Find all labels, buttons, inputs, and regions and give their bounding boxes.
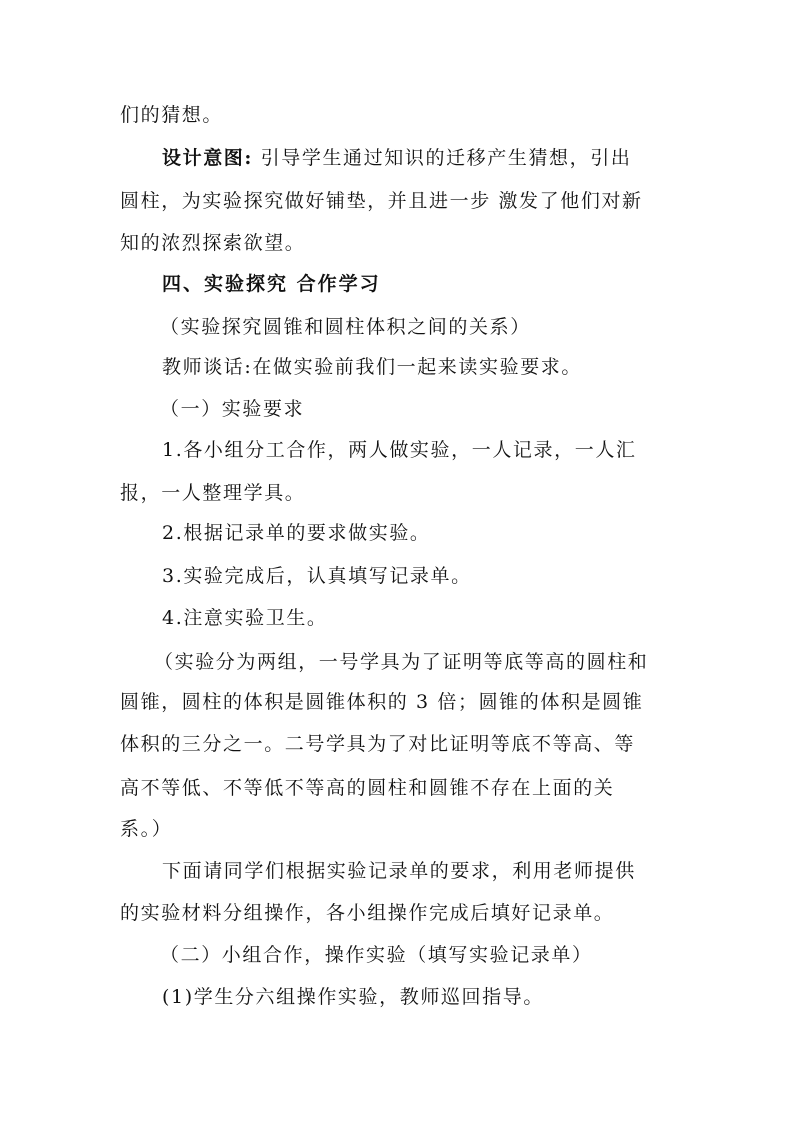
- paragraph-line: (1)学生分六组操作实验，教师巡回指导。: [162, 986, 544, 1008]
- paragraph-line: 报，一人整理学具。: [120, 482, 306, 504]
- paragraph-line: 的实验材料分组操作，各小组操作完成后填好记录单。: [120, 902, 615, 924]
- paragraph-line: 们的猜想。: [120, 104, 224, 126]
- paragraph-line: （实验探究圆锥和圆柱体积之间的关系）: [160, 316, 531, 338]
- paragraph-line: 教师谈话:在做实验前我们一起来读实验要求。: [162, 356, 583, 378]
- design-intent-label: 设计意图:: [162, 147, 254, 169]
- design-intent-text: 引导学生通过知识的迁移产生猜想，引出: [253, 147, 632, 169]
- paragraph-line: 圆柱，为实验探究做好铺垫，并且进一步 激发了他们对新: [120, 190, 643, 212]
- paragraph-line: 体积的三分之一。二号学具为了对比证明等底不等高、等: [120, 733, 636, 755]
- paragraph-line: 高不等低、不等低不等高的圆柱和圆锥不存在上面的关: [120, 777, 615, 799]
- subsection-heading: （二）小组合作，操作实验（填写实验记录单）: [160, 944, 593, 966]
- paragraph-line: （实验分为两组，一号学具为了证明等底等高的圆柱和: [154, 651, 649, 673]
- paragraph-line: 系。）: [120, 818, 173, 840]
- list-item: 3.实验完成后，认真填写记录单。: [162, 565, 472, 587]
- subsection-heading: （一）实验要求: [160, 398, 305, 420]
- section-heading: 四、实验探究 合作学习: [162, 273, 381, 295]
- list-item: 4.注意实验卫生。: [162, 607, 328, 629]
- list-item: 2.根据记录单的要求做实验。: [162, 522, 431, 544]
- paragraph-line: 下面请同学们根据实验记录单的要求，利用老师提供: [162, 860, 636, 882]
- design-intent-line: [162, 146, 631, 170]
- list-item: 1.各小组分工合作，两人做实验，一人记录，一人汇: [162, 439, 637, 461]
- paragraph-line: 知的浓烈探索欲望。: [120, 232, 306, 254]
- paragraph-line: 圆锥，圆柱的体积是圆锥体积的 3 倍；圆锥的体积是圆锥: [120, 691, 644, 713]
